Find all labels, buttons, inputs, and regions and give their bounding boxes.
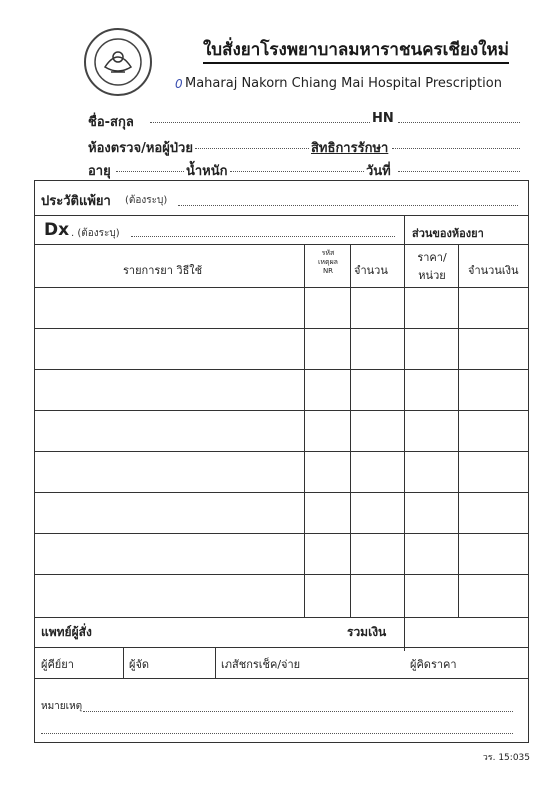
col-drug-header: รายการยา วิธีใช้ (123, 264, 203, 277)
doctor-row-bottom (35, 647, 528, 648)
table-bottom (35, 617, 528, 618)
allergy-note: (ต้องระบุ) (125, 195, 168, 206)
header-divider (35, 287, 528, 288)
form-title-english: Maharaj Nakorn Chiang Mai Hospital Prescription (185, 76, 502, 91)
row-divider (35, 410, 528, 411)
keyer-label: ผู้คีย์ยา (41, 658, 74, 671)
name-field[interactable] (150, 122, 370, 123)
hn-label: HN (372, 111, 394, 126)
weight-field[interactable] (230, 171, 364, 172)
form-code: วร. 15:035 (482, 753, 530, 763)
remark-field-line2[interactable] (41, 733, 513, 734)
pharmacist-label: เภสัชกรเช็ค/จ่าย (221, 658, 301, 671)
dispenser-label: ผู้จัด (129, 658, 150, 671)
weight-label: น้ำหนัก (186, 164, 228, 179)
doctor-label: แพทย์ผู้สั่ง (41, 625, 92, 639)
row-divider (35, 451, 528, 452)
rights-label: สิทธิการรักษา (311, 141, 389, 156)
col-divider (350, 244, 351, 617)
handwritten-mark: 0 (175, 77, 183, 91)
row-divider (35, 574, 528, 575)
name-label: ชื่อ-สกุล (88, 115, 134, 130)
col-amount-header: จำนวนเงิน (468, 264, 519, 277)
pharmacy-section-label: ส่วนของห้องยา (412, 227, 484, 240)
remark-field-line1[interactable] (83, 711, 513, 712)
title-underline (203, 62, 509, 64)
date-label: วันที่ (366, 164, 391, 179)
row-divider (35, 492, 528, 493)
col-nr-header (307, 249, 349, 276)
date-field[interactable] (398, 171, 520, 172)
hospital-seal-logo (83, 27, 153, 97)
staff-divider (123, 647, 124, 678)
col-divider-pharmacy (404, 215, 405, 651)
rights-field[interactable] (392, 148, 520, 149)
total-label: รวมเงิน (347, 625, 387, 639)
col-qty-header: จำนวน (354, 264, 388, 277)
form-title-thai: ใบสั่งยาโรงพยาบาลมหาราชนครเชียงใหม่ (203, 40, 509, 60)
col-price-header: ราคา/ หน่วย (417, 251, 447, 282)
col-nr-line2: เหตุผล (318, 258, 338, 266)
pricer-label: ผู้คิดราคา (410, 658, 457, 671)
allergy-divider (35, 215, 528, 216)
dx-label: Dx (44, 220, 70, 240)
remark-label: หมายเหตุ (41, 701, 83, 712)
staff-row-bottom (35, 678, 528, 679)
staff-divider (215, 647, 216, 678)
row-divider (35, 328, 528, 329)
dx-note: . (ต้องระบุ) (71, 228, 120, 239)
age-label: อายุ (88, 164, 111, 179)
col-nr-line1: รหัส (321, 249, 335, 257)
dx-divider (35, 244, 528, 245)
room-field[interactable] (195, 148, 309, 149)
col-divider (458, 244, 459, 617)
row-divider (35, 533, 528, 534)
prescription-form-frame (34, 180, 529, 743)
hn-field[interactable] (398, 122, 520, 123)
age-field[interactable] (116, 171, 184, 172)
col-nr-line3: NR (322, 267, 334, 275)
col-divider (304, 244, 305, 617)
room-label: ห้องตรวจ/หอผู้ป่วย (88, 141, 193, 156)
dx-field[interactable] (131, 236, 395, 237)
allergy-field[interactable] (178, 205, 518, 206)
allergy-label: ประวัติแพ้ยา (41, 194, 111, 209)
row-divider (35, 369, 528, 370)
